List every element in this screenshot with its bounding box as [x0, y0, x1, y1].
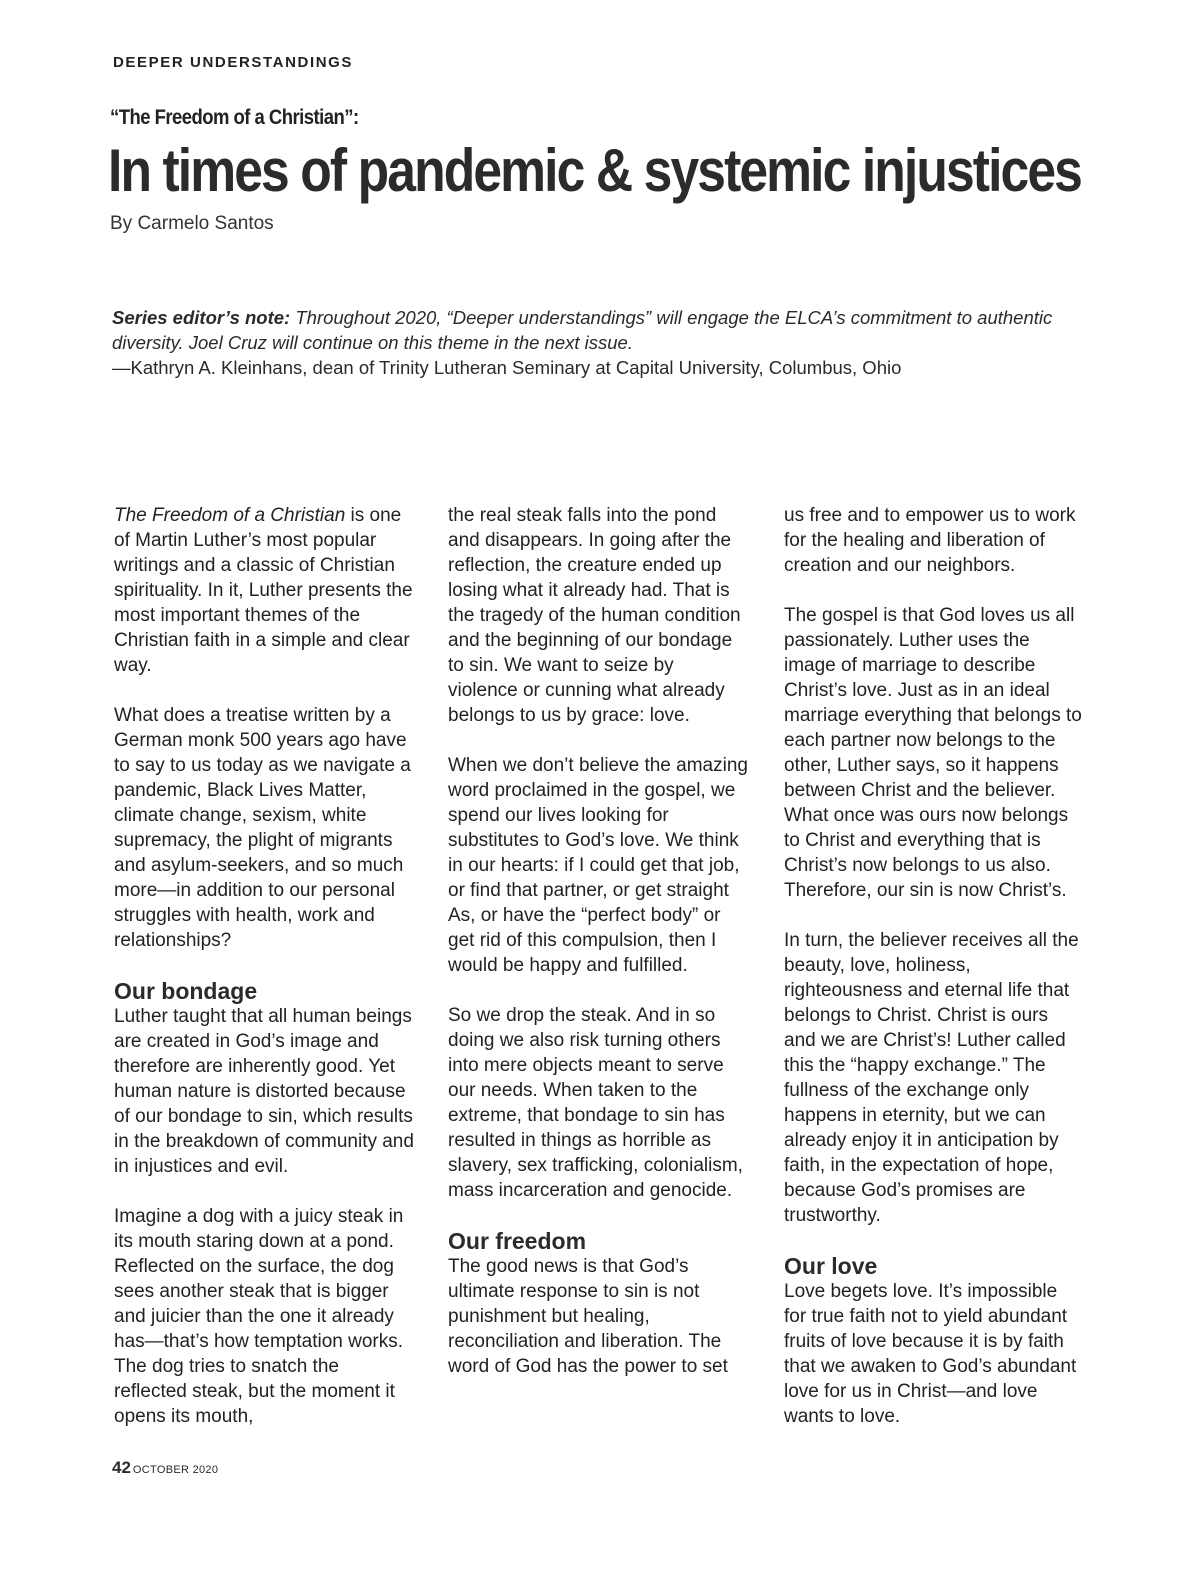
page-footer — [112, 1458, 218, 1478]
subhead-our-love: Our love — [784, 1253, 878, 1279]
book-title: The Freedom of a Christian — [114, 505, 346, 526]
article-headline: In times of pandemic & systemic injustices — [108, 137, 1081, 204]
article-paragraph: In turn, the believer receives all the beauty, love, holiness, righteousness and eternal life that belongs to Christ. Christ is ours and we are Christ’s! Luther called this the “happy exchange.” The fullness of the exchange only happens in eternity, but we can already enjoy it in anticipation by faith, in the expectation of hope, because God’s promises are trustworthy. — [784, 930, 1079, 1226]
issue-date: OCTOBER 2020 — [132, 1464, 219, 1476]
article-column-1 — [114, 503, 414, 1429]
editor-note — [112, 305, 1072, 380]
paragraph-text: is one of Martin Luther’s most popular writings and a classic of Christian spirituality. In it, Luther presents the most important themes of the Christian faith in a simple and clear way. — [114, 505, 413, 676]
subhead-our-freedom: Our freedom — [448, 1228, 587, 1254]
article-paragraph: Imagine a dog with a juicy steak in its mouth staring down at a pond. Reflected on the surface, the dog sees another steak that is bigger and juicier than the one it already has—that’s how temptation works. The dog tries to snatch the reflected steak, but the moment it opens its mouth, — [114, 1206, 404, 1427]
byline: By Carmelo Santos — [110, 213, 274, 234]
editor-note-body: Throughout 2020, “Deeper understandings” will engage the ELCA’s commitment to authentic diversity. Joel Cruz will continue on this theme in the next issue. — [112, 307, 1053, 353]
article-paragraph: So we drop the steak. And in so doing we also risk turning others into mere objects meant to serve our needs. When taken to the extreme, that bondage to sin has resulted in things as horrible as slavery, sex trafficking, colonialism, mass incarceration and genocide. — [448, 1005, 743, 1201]
article-paragraph: The good news is that God’s ultimate response to sin is not punishment but healing, reconciliation and liberation. The word of God has the power to set — [448, 1256, 728, 1377]
article-paragraph: Love begets love. It’s impossible for true faith not to yield abundant fruits of love because it is by faith that we awaken to God’s abundant love for us in Christ—and love wants to love. — [784, 1281, 1077, 1427]
section-label: DEEPER UNDERSTANDINGS — [113, 54, 354, 71]
article-column-3 — [784, 503, 1084, 1429]
article-paragraph: When we don’t believe the amazing word proclaimed in the gospel, we spend our lives looking for substitutes to God’s love. We think in our hearts: if I could get that job, or find that partner, or get straight As, or have the “perfect body” or get rid of this compulsion, then I would be happy and fulfilled. — [448, 755, 748, 976]
subhead-our-bondage: Our bondage — [114, 978, 258, 1004]
editor-note-lead: Series editor’s note: — [112, 307, 291, 328]
editor-note-attribution: —Kathryn A. Kleinhans, dean of Trinity Lutheran Seminary at Capital University, Columbus, Ohio — [112, 357, 902, 378]
article-paragraph — [114, 503, 414, 678]
article-paragraph: the real steak falls into the pond and disappears. In going after the reflection, the creature ended up losing what it already had. That is the tragedy of the human condition and the beginning of our bondage to sin. We want to seize by violence or cunning what already belongs to us by grace: love. — [448, 505, 741, 726]
article-paragraph: What does a treatise written by a German monk 500 years ago have to say to us today as we navigate a pandemic, Black Lives Matter, climate change, sexism, white supremacy, the plight of migrants and asylum-seekers, and so much more—in addition to our personal struggles with health, work and relationships? — [114, 705, 411, 951]
article-paragraph: The gospel is that God loves us all passionately. Luther uses the image of marriage to describe Christ’s love. Just as in an ideal marriage everything that belongs to each partner now belongs to the other, Luther says, so it happens between Christ and the believer. What once was ours now belongs to Christ and everything that is Christ’s now belongs to us also. Therefore, our sin is now Christ’s. — [784, 605, 1082, 901]
article-kicker: “The Freedom of a Christian”: — [110, 106, 359, 129]
article-paragraph: us free and to empower us to work for the healing and liberation of creation and our neighbors. — [784, 505, 1076, 576]
article-column-2 — [448, 503, 748, 1379]
page-number: 42 — [112, 1458, 131, 1477]
editor-note-text — [112, 305, 1072, 355]
article-paragraph: Luther taught that all human beings are created in God’s image and therefore are inherently good. Yet human nature is distorted because of our bondage to sin, which results in the breakdown of community and in injustices and evil. — [114, 1006, 414, 1177]
